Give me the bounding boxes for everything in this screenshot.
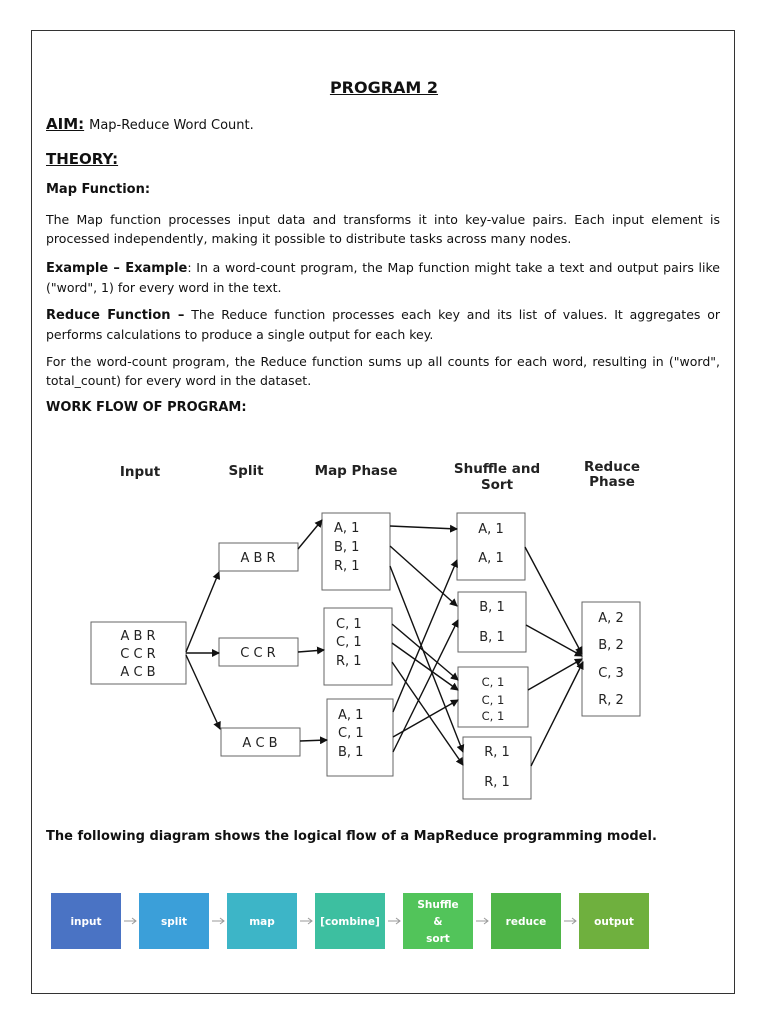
flow-step-shuffle [403,893,473,949]
split-text-1: A B R [240,551,276,566]
mapreduce-flow [0,880,768,960]
arrow-map1-b [390,546,457,606]
shuffle-c-line-1: C, 1 [481,675,505,689]
split-text-3: A C B [242,736,278,751]
map-2-line-1: C, 1 [336,617,362,632]
header-shuffle-line1: Shuffle and [453,461,541,477]
flow-step-label: map [249,916,275,928]
arrow-split-map-1 [298,520,322,549]
flow-step-split [139,893,209,949]
header-input: Input [119,464,161,480]
shuffle-r-line-1: R, 1 [484,745,510,760]
arrow-shuffle-a-reduce [525,547,582,654]
theory-heading: THEORY: [46,150,119,168]
split-text-2: C C R [240,646,276,661]
map-1-line-2: B, 1 [334,540,360,555]
flow-arrow [388,918,400,924]
flow-step-map [227,893,297,949]
map-2-line-3: R, 1 [336,654,362,669]
map-2-line-2: C, 1 [336,635,362,650]
arrow-map2-r [392,662,463,765]
shuffle-c-line-2: C, 1 [481,693,505,707]
flow-step-label: split [161,916,187,928]
arrow-map2-c2 [392,643,458,690]
reduce-line-4: R, 2 [598,693,624,708]
flow-step-label: input [70,916,102,928]
header-map-phase: Map Phase [314,463,398,479]
arrow-map3-b [393,620,458,752]
shuffle-a-line-1: A, 1 [478,522,504,537]
arrow-map3-a [393,560,457,712]
flow-arrow [124,918,136,924]
flow-arrow [476,918,488,924]
arrow-split-map-3 [300,740,327,741]
arrow-map1-a [390,526,457,529]
reduce-line-1: A, 2 [598,611,624,626]
flow-step-label: reduce [505,916,547,928]
map-3-line-2: C, 1 [338,726,364,741]
wordcount-paragraph: For the word-count program, the Reduce function sums up all counts for each word, resulting in ("word", total_count) for every word in the dataset. [46,354,720,388]
map-1-line-3: R, 1 [334,559,360,574]
shuffle-b-line-1: B, 1 [479,600,505,615]
flow-step-input [51,893,121,949]
arrow-shuffle-b-reduce [526,625,582,656]
example-text: : In a word-count program, the Map function might take a text and output pairs like ("word", 1) for every word in the text. [46,260,720,295]
arrow-input-split-3 [186,655,220,729]
flow-step-output [579,893,649,949]
header-split: Split [228,463,264,479]
arrow-map1-r [390,566,463,752]
arrow-shuffle-c-reduce [528,659,582,690]
arrow-input-split-1 [186,572,219,652]
shuffle-b-line-2: B, 1 [479,630,505,645]
flow-step-label: output [594,916,634,928]
flow-arrow [212,918,224,924]
flow-arrow [564,918,576,924]
reduce-line-3: C, 3 [598,666,624,681]
header-reduce-line2: Phase [589,474,635,490]
flow-step-label: & [433,916,443,928]
map-function-heading: Map Function: [46,182,151,197]
header-shuffle-line2: Sort [480,477,514,493]
reduce-function-text: The Reduce function processes each key and its list of values. It aggregates or performs calculations to produce a single output for each key. [46,307,720,342]
shuffle-c-line-3: C, 1 [481,709,505,723]
arrow-split-map-2 [298,650,324,652]
input-line-2: C C R [120,647,156,662]
flow-caption: The following diagram shows the logical flow of a MapReduce programming model. [46,829,657,844]
aim-label: AIM: [46,115,85,133]
aim-text: Map-Reduce Word Count. [89,118,254,133]
flow-step-label: sort [426,933,450,945]
map-3-line-3: B, 1 [338,745,364,760]
example-label: Example – Example [46,261,188,276]
map-function-paragraph: The Map function processes input data and transforms it into key-value pairs. Each input element is processed independently, making it possible to distribute tasks across many nodes. [46,212,720,246]
flow-step-reduce [491,893,561,949]
flow-arrow [300,918,312,924]
flow-step-combine [315,893,385,949]
shuffle-r-line-2: R, 1 [484,775,510,790]
flow-step-label: Shuffle [417,899,459,911]
flow-step-label: [combine] [320,916,380,928]
reduce-function-label: Reduce Function – [46,308,185,323]
arrow-shuffle-r-reduce [531,662,583,766]
header-reduce-line1: Reduce [584,459,640,475]
map-3-line-1: A, 1 [338,708,364,723]
input-line-1: A B R [120,629,156,644]
reduce-line-2: B, 2 [598,638,624,653]
page-title: PROGRAM 2 [329,78,439,97]
input-line-3: A C B [120,665,156,680]
arrow-map2-c1 [392,624,458,680]
workflow-heading: WORK FLOW OF PROGRAM: [46,400,247,415]
map-1-line-1: A, 1 [334,521,360,536]
shuffle-a-line-2: A, 1 [478,551,504,566]
